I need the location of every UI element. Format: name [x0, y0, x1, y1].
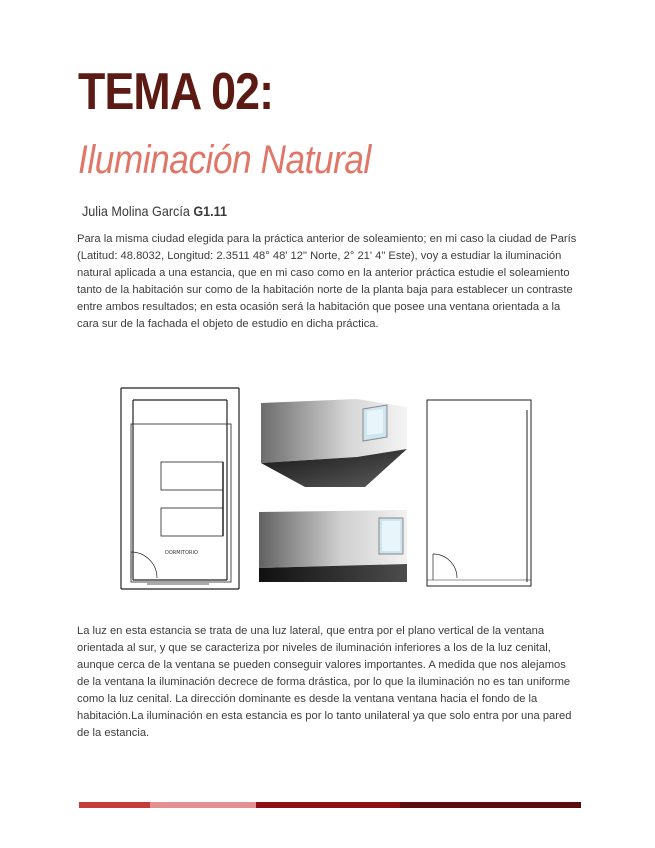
- room-section-figure: [423, 396, 539, 592]
- document-subtitle: Iluminación Natural: [78, 138, 371, 182]
- footer-bar-segment: [400, 802, 581, 808]
- footer-color-bar: [79, 802, 581, 808]
- room-render-front-figure: [257, 508, 409, 584]
- intro-paragraph: Para la misma ciudad elegida para la práctica anterior de soleamiento; en mi caso la ciudad de París (Latitud: 48.8032, Longitud: 2.3511 48° 48' 12" Norte, 2° 21' 4" Este), voy a estudiar la iluminación natural aplicada a una estancia, que en mi caso como en la anterior práctica estudie el soleamiento tanto de la habitación sur como de la habitación norte de la planta baja para establecer un contraste entre ambos resultados; en esta ocasión será la habitación que posee una ventana orientada a la cara sur de la fachada el objeto de estudio en dicha práctica.: [77, 233, 577, 330]
- room-render-perspective-figure: [259, 397, 409, 489]
- footer-bar-segment: [79, 802, 150, 808]
- group-code: G1.11: [193, 203, 227, 219]
- author-name: Julia Molina García: [82, 203, 190, 219]
- plan-room-label: DORMITORIO: [165, 550, 198, 556]
- analysis-paragraph: La luz en esta estancia se trata de una luz lateral, que entra por el plano vertical de la ventana orientada al sur, y que se caracteriza por niveles de iluminación inferiores a los de la luz cenital, aunque cerca de la ventana se pueden conseguir valores importantes. A medida que nos alejamos de la ventana la iluminación decrece de forma drástica, por lo que la iluminación no es tan uniforme como la luz cenital. La dirección dominante es desde la ventana ventana hacia el fondo de la habitación.La iluminación en esta estancia es por lo tanto unilateral ya que solo entra por una pared de la estancia.: [77, 625, 572, 739]
- author-line: [82, 203, 227, 219]
- floor-plan-figure: [111, 384, 247, 592]
- document-title: TEMA 02:: [78, 63, 274, 121]
- footer-bar-segment: [150, 802, 256, 808]
- footer-bar-segment: [256, 802, 400, 808]
